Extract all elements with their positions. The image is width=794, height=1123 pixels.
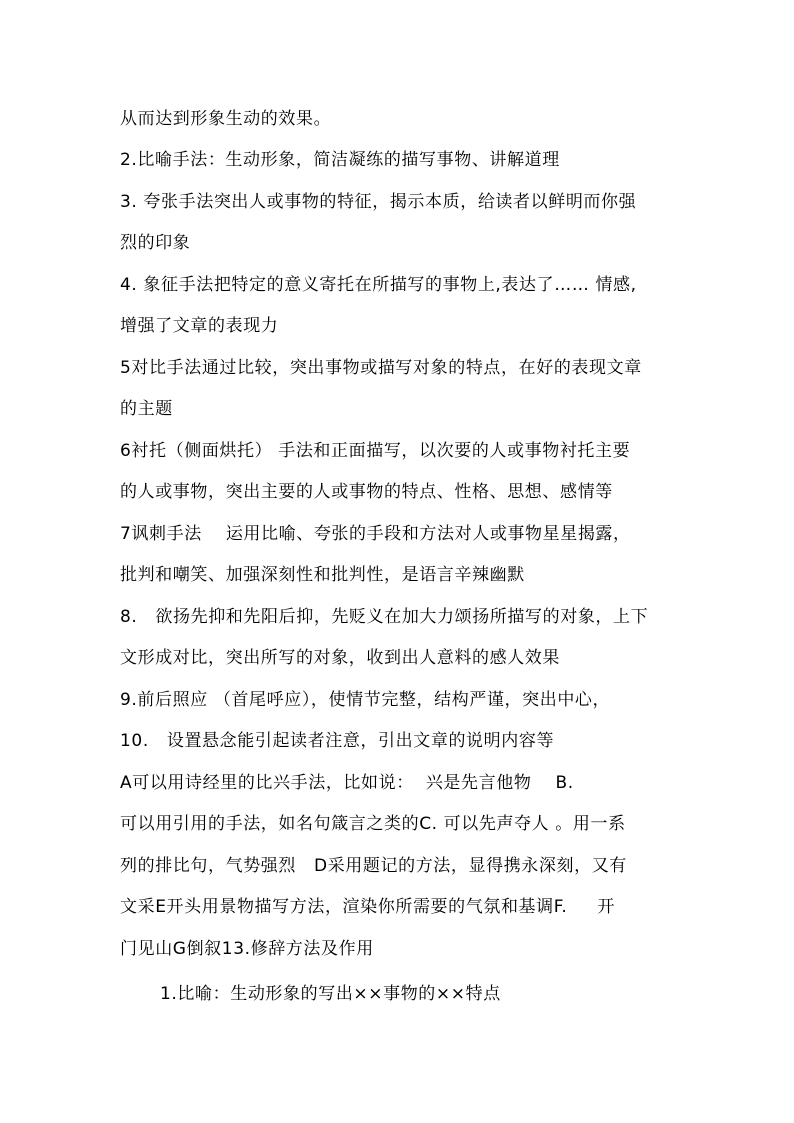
text-line: 9.前后照应 （首尾呼应），使情节完整，结构严谨，突出中心， xyxy=(120,690,611,710)
text-line: 3. 夸张手法突出人或事物的特征，揭示本质，给读者以鲜明而你强 xyxy=(120,192,637,212)
text-line: 4. 象征手法把特定的意义寄托在所描写的事物上,表达了…… 情感, xyxy=(120,275,637,295)
text-line: A可以用诗经里的比兴手法，比如说： 兴是先言他物 B. xyxy=(120,773,574,793)
text-line: 烈的印象 xyxy=(120,233,191,253)
text-line: 文采E开头用景物描写方法，渲染你所需要的气氛和基调F. 开 xyxy=(120,897,616,917)
text-line: 的人或事物，突出主要的人或事物的特点、性格、思想、感情等 xyxy=(120,482,613,502)
text-line: 的主题 xyxy=(120,399,173,419)
text-line: 可以用引用的手法，如名句箴言之类的C. 可以先声夺人 。用一系 xyxy=(120,814,626,834)
text-line: 文形成对比，突出所写的对象，收到出人意料的感人效果 xyxy=(120,648,560,668)
text-line: 列的排比句，气势强烈 D采用题记的方法，显得携永深刻，又有 xyxy=(120,856,627,876)
text-line: 5对比手法通过比较，突出事物或描写对象的特点，在好的表现文章 xyxy=(120,358,642,378)
text-line: 10. 设置悬念能引起读者注意，引出文章的说明内容等 xyxy=(120,731,555,751)
text-line: 批判和嘲笑、加强深刻性和批判性，是语言辛辣幽默 xyxy=(120,565,525,585)
text-line: 2.比喻手法：生动形象，简洁凝练的描写事物、讲解道理 xyxy=(120,150,560,170)
text-line: 1.比喻：生动形象的写出××事物的××特点 xyxy=(160,984,501,1004)
text-line: 从而达到形象生动的效果。 xyxy=(120,109,332,129)
text-line: 8. 欲扬先抑和先阳后抑，先贬义在加大力颂扬所描写的对象，上下 xyxy=(120,607,649,627)
text-line: 7讽刺手法 运用比喻、夸张的手段和方法对人或事物星星揭露， xyxy=(120,524,631,544)
text-line: 增强了文章的表现力 xyxy=(120,316,279,336)
text-line: 6衬托（侧面烘托） 手法和正面描写，以次要的人或事物衬托主要 xyxy=(120,441,631,461)
text-line: 门见山G倒叙13.修辞方法及作用 xyxy=(120,939,374,959)
